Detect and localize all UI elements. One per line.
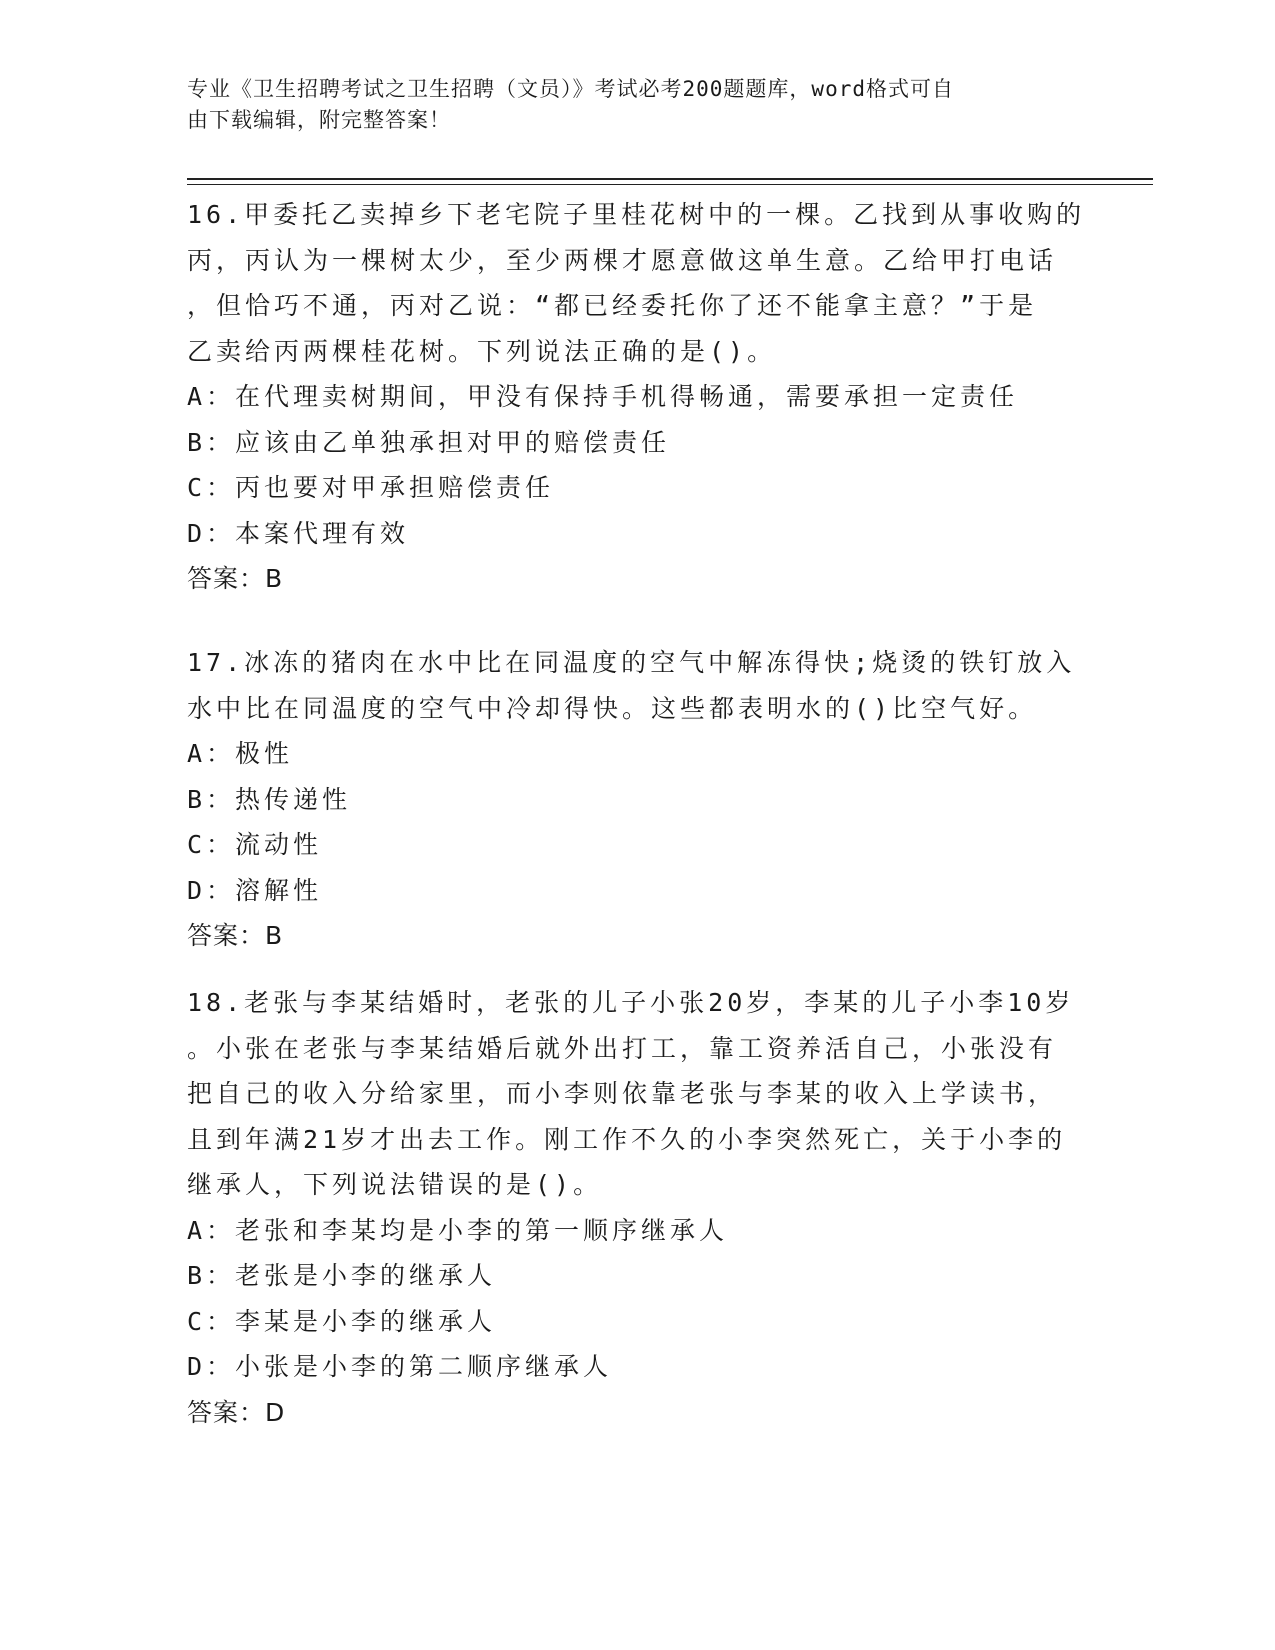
stem-line: 继承人，下列说法错误的是()。 <box>187 1170 603 1199</box>
stem-line: 。小张在老张与李某结婚后就外出打工，靠工资养活自己，小张没有 <box>187 1033 1058 1063</box>
option-a: A：在代理卖树期间，甲没有保持手机得畅通，需要承担一定责任 <box>187 382 1019 411</box>
stem-line: 且到年满21岁才出去工作。刚工作不久的小李突然死亡，关于小李的 <box>187 1124 1067 1154</box>
option-list <box>187 731 1087 913</box>
question-18 <box>187 980 1087 1435</box>
option-b: B：老张是小李的继承人 <box>187 1261 497 1290</box>
stem-line: 17.冰冻的猪肉在水中比在同温度的空气中解冻得快;烧烫的铁钉放入 <box>187 648 1076 677</box>
header-divider-thin <box>187 184 1153 185</box>
stem-line: ，但恰巧不通，丙对乙说：“都已经委托你了还不能拿主意？”于是 <box>187 291 1038 320</box>
option-b: B：应该由乙单独承担对甲的赔偿责任 <box>187 427 671 457</box>
option-b: B：热传递性 <box>187 784 352 814</box>
stem-line: 18.老张与李某结婚时，老张的儿子小张20岁，李某的儿子小李10岁 <box>187 988 1075 1017</box>
stem-line: 水中比在同温度的空气中冷却得快。这些都表明水的()比空气好。 <box>187 693 1038 723</box>
option-c: C：流动性 <box>187 830 323 859</box>
answer-line: 答案：D <box>187 1397 286 1427</box>
question-16 <box>187 192 1087 602</box>
option-c: C：李某是小李的继承人 <box>187 1306 497 1336</box>
stem-line: 16.甲委托乙卖掉乡下老宅院子里桂花树中的一棵。乙找到从事收购的 <box>187 200 1086 229</box>
option-a: A：老张和李某均是小李的第一顺序继承人 <box>187 1215 729 1245</box>
stem-line: 把自己的收入分给家里，而小李则依靠老张与李某的收入上学读书， <box>187 1079 1058 1108</box>
option-list <box>187 1208 1087 1390</box>
option-list <box>187 374 1087 556</box>
option-a: A：极性 <box>187 739 294 768</box>
answer-line: 答案：B <box>187 921 284 950</box>
question-stem <box>187 980 1087 1208</box>
option-d: D：溶解性 <box>187 875 323 905</box>
question-stem <box>187 640 1087 731</box>
header-divider-thick <box>187 178 1153 180</box>
header-line-2: 由下载编辑，附完整答案！ <box>187 108 451 132</box>
document-header <box>187 74 1067 136</box>
answer-line: 答案：B <box>187 564 284 593</box>
option-c: C：丙也要对甲承担赔偿责任 <box>187 473 555 502</box>
question-stem <box>187 192 1087 374</box>
question-17 <box>187 640 1087 959</box>
option-d: D：小张是小李的第二顺序继承人 <box>187 1352 613 1381</box>
option-d: D：本案代理有效 <box>187 518 410 548</box>
stem-line: 乙卖给丙两棵桂花树。下列说法正确的是()。 <box>187 336 777 366</box>
header-line-1: 专业《卫生招聘考试之卫生招聘（文员）》考试必考200题题库，word格式可自 <box>187 77 954 101</box>
stem-line: 丙，丙认为一棵树太少，至少两棵才愿意做这单生意。乙给甲打电话 <box>187 245 1058 275</box>
